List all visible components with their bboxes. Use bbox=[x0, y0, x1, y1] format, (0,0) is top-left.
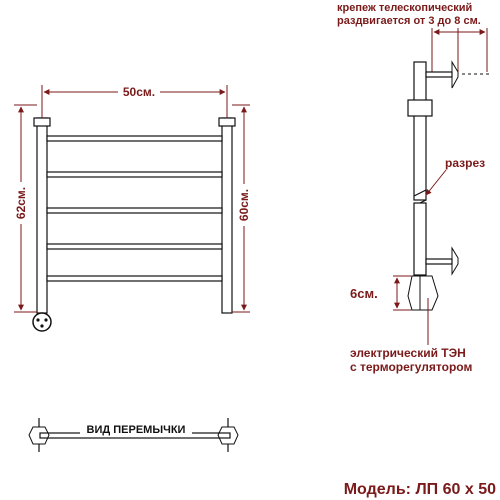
side-view bbox=[337, 2, 492, 374]
right-top-cap bbox=[219, 118, 235, 126]
rung-1 bbox=[47, 136, 222, 141]
lower-bracket-arm bbox=[426, 259, 452, 264]
side-coupling bbox=[408, 100, 432, 116]
heater-label-line1: электрический ТЭН bbox=[350, 346, 466, 360]
heater-label-line2: с терморегулятором bbox=[350, 360, 473, 374]
heater-connector bbox=[33, 313, 51, 331]
offset-label: 6см. bbox=[350, 286, 378, 301]
upper-bracket-flange bbox=[452, 62, 458, 88]
lower-bracket-flange bbox=[452, 248, 458, 274]
side-pipe-lower bbox=[414, 203, 426, 275]
rung-4 bbox=[47, 244, 222, 249]
model-label: Модель: ЛП 60 х 50 bbox=[343, 481, 496, 498]
rung-2 bbox=[47, 172, 222, 177]
side-pipe-upper bbox=[414, 62, 426, 200]
heater-element bbox=[408, 276, 438, 310]
mount-note-line2: раздвигается от 3 до 8 см. bbox=[337, 15, 481, 27]
cut-label-leader bbox=[426, 170, 446, 195]
front-view bbox=[13, 84, 252, 331]
jumper-view bbox=[29, 418, 238, 452]
total-height-label: 62см. bbox=[14, 186, 28, 220]
rung-5 bbox=[47, 276, 222, 281]
rungs bbox=[47, 136, 222, 281]
mount-note-line1: крепеж телескопический bbox=[337, 2, 473, 14]
jumper-label: ВИД ПЕРЕМЫЧКИ bbox=[86, 424, 186, 436]
left-riser-pipe bbox=[37, 118, 47, 313]
cut-label: разрез bbox=[445, 156, 486, 170]
left-top-cap bbox=[34, 118, 50, 126]
rung-3 bbox=[47, 208, 222, 213]
inner-height-label: 60см. bbox=[237, 188, 251, 222]
upper-bracket-arm bbox=[426, 72, 452, 77]
right-riser-pipe bbox=[222, 118, 232, 313]
width-label: 50см. bbox=[122, 85, 156, 99]
